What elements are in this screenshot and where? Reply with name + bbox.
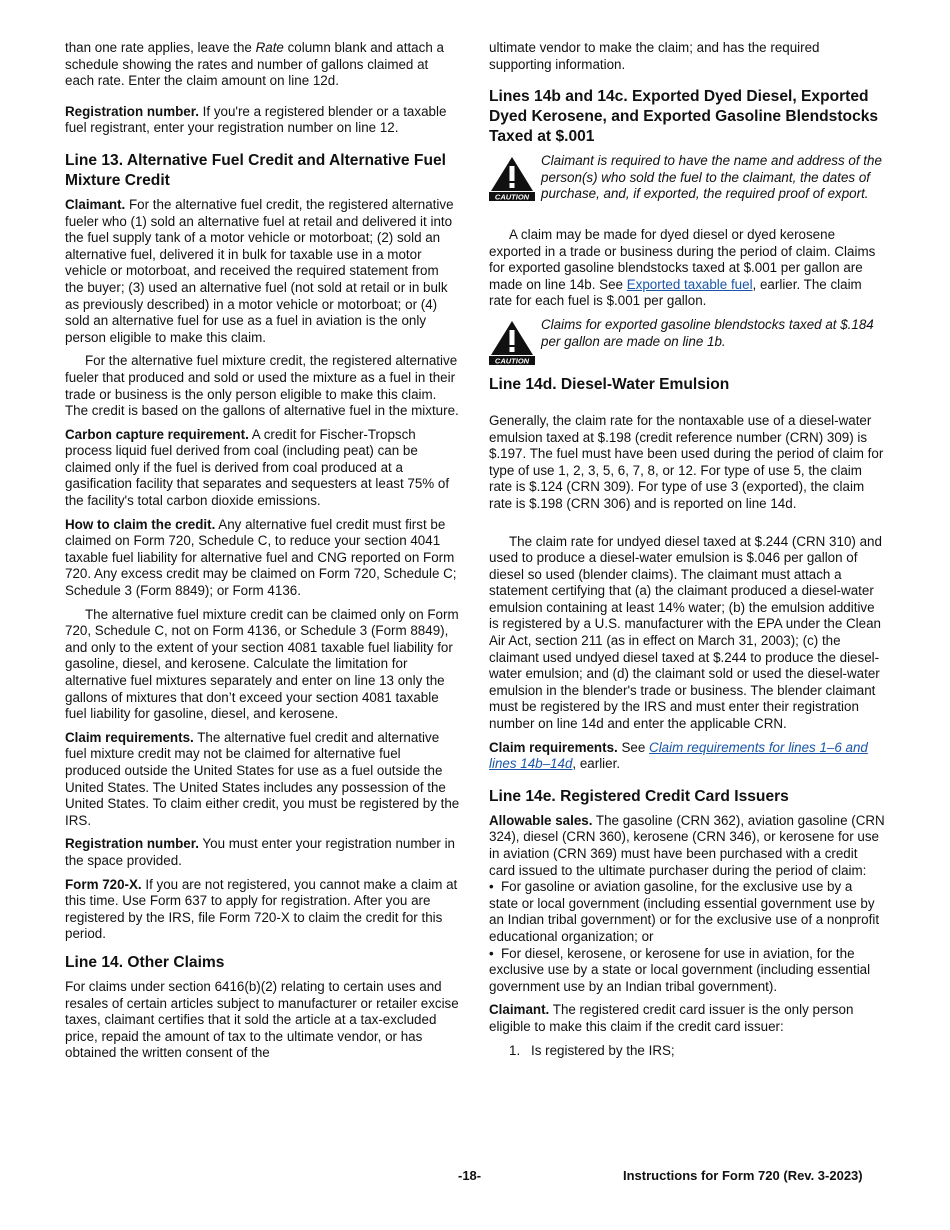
left-column	[65, 40, 460, 1069]
paragraph: Registration number. You must enter your registration number in the space provided.	[65, 836, 455, 868]
paragraph: For the alternative fuel mixture credit, the registered alternative fueler that produced and sold or used the mixture as a fuel in their trade or business is the only person eligible to make this claim. The credit is based on the gallons of alternative fuel in the mixture.	[65, 353, 459, 419]
bullet-item: • For diesel, kerosene, or kerosene for use in aviation, for the exclusive use by a state or local government (including essential government use by an Indian tribal government).	[489, 945, 871, 994]
caution-text: Claimant is required to have the name and address of the person(s) who sold the fuel to the claimant, the dates of purchase, and, if exported, the required proof of export.	[541, 153, 882, 202]
paragraph: Carbon capture requirement. A credit for Fischer-Tropsch process liquid fuel derived from coal (including peat) can be claimed only if the fuel is derived from coal produced at a gasification facility that separates and sequesters at least 75% of the facility's total carbon dioxide emissions.	[65, 426, 450, 509]
paragraph: ultimate vendor to make the claim; and has the required supporting information.	[489, 40, 820, 72]
caution-note	[489, 317, 885, 365]
paragraph: Allowable sales. The gasoline (CRN 362), aviation gasoline (CRN 324), diesel (CRN 360), kerosene (CRN 346), or kerosene for use in aviation (CRN 369) must have been purchased with a credit card issued to the ultimate purchaser during the period of claim:	[489, 812, 885, 878]
document-title: Instructions for Form 720 (Rev. 3-2023)	[623, 1168, 863, 1183]
page-number: -18-	[458, 1168, 482, 1183]
paragraph: How to claim the credit. Any alternative fuel credit must first be claimed on Form 720, Schedule C, to reduce your section 4041 taxable fuel liability for alternative fuel and CNG reported on Form 720. Any excess credit may be claimed on Form 720, Schedule C; Schedule 3 (Form 8849); or Form 4136.	[65, 516, 457, 599]
exported-taxable-fuel-link[interactable]: Exported taxable fuel	[626, 276, 753, 292]
paragraph: Claimant. The registered credit card issuer is the only person eligible to make this claim if the credit card issuer:	[489, 1002, 854, 1034]
section-heading-line-14e: Line 14e. Registered Credit Card Issuers	[489, 787, 789, 805]
paragraph: Form 720-X. If you are not registered, you cannot make a claim at this time. Use Form 637 to apply for registration. After you are registered by the IRS, file Form 720-X to claim the credit for this period.	[65, 876, 458, 942]
svg-text:CAUTION: CAUTION	[494, 356, 530, 365]
bullet-item: • For gasoline or aviation gasoline, for the exclusive use by a state or local government (including essential government use by an Indian tribal government) or for the exclusive use of a nonprofit educational organization; or	[489, 879, 880, 944]
right-column	[489, 40, 885, 1059]
section-heading-line-14d: Line 14d. Diesel-Water Emulsion	[489, 375, 730, 393]
paragraph: The claim rate for undyed diesel taxed at $.244 (CRN 310) and used to produce a diesel-water emulsion is $.046 per gallon of diesel so used (blender claims). The claimant must attach a statement certifying that (a) the claimant produced a diesel-water emulsion containing at least 14% water; (b) the emulsion additive is registered by a U.S. manufacturer with the EPA under the Clean Air Act, section 211 (as in effect on March 31, 2003); (c) the claimant used undyed diesel taxed at $.244 to produce the diesel-water emulsion; and (d) the claimant sold or used the diesel-water emulsion in the blender's trade or business. The blender claimant must be registered by the IRS and must enter their registration number on line 14d and enter the applicable CRN.	[489, 533, 882, 732]
paragraph: Generally, the claim rate for the nontaxable use of a diesel-water emulsion taxed at $.198 (credit reference number (CRN) 309) is $.197. The fuel must have been used during the period of claim for type of use 1, 2, 3, 5, 6, 7, 8, or 12. For type of use 5, the claim rate is $.124 (CRN 309). For type of use 3 (exported), the claim rate is $.198 (CRN 306) and is reported on line 14d.	[489, 412, 884, 511]
paragraph: Claimant. For the alternative fuel credit, the registered alternative fueler who (1) sold an alternative fuel at retail and delivered it into the fuel supply tank of a motor vehicle or motorboat; (2) sold an alternative fuel, delivered it in bulk for taxable use in a motor vehicle or motorboat, and received the required statement from the buyer; (3) used an alternative fuel (not sold at retail or in bulk as previously described) in a motor vehicle or motorboat; or (4) sold an alternative fuel for use as a fuel in aviation is the only person eligible to make this claim.	[65, 196, 454, 345]
numbered-item: 1. Is registered by the IRS;	[509, 1042, 675, 1058]
section-heading-line-13: Line 13. Alternative Fuel Credit and Alternative Fuel Mixture Credit	[65, 151, 446, 189]
paragraph: Claim requirements. The alternative fuel credit and alternative fuel mixture credit may not be claimed for alternative fuel produced outside the United States for use as a fuel outside the United States. The United States includes any possession of the United States. To claim either credit, you must be registered by the IRS.	[65, 729, 460, 828]
caution-text: Claims for exported gasoline blendstocks taxed at $.184 per gallon are made on line 1b.	[541, 316, 874, 349]
section-heading-lines-14b-14c: Lines 14b and 14c. Exported Dyed Diesel, Exported Dyed Kerosene, and Exported Gasoline Blendstocks Taxed at $.001	[489, 88, 879, 146]
caution-note	[489, 153, 885, 203]
paragraph: Claim requirements. See Claim requirements for lines 1–6 and lines 14b–14d, earlier.	[489, 739, 868, 772]
section-heading-line-14: Line 14. Other Claims	[65, 953, 225, 971]
svg-text:CAUTION: CAUTION	[494, 192, 530, 202]
paragraph: A claim may be made for dyed diesel or dyed kerosene exported in a trade or business during the period of claim. Claims for exported gasoline blendstocks taxed at $.001 per gallon are made on line 14b. See Exported taxable fuel, earlier. The claim rate for each fuel is $.001 per gallon.	[489, 226, 876, 309]
claim-requirements-link[interactable]: Claim requirements for lines 1–6 and lines 14b–14d	[489, 739, 868, 772]
paragraph: than one rate applies, leave the Rate column blank and attach a schedule showing the rates and number of gallons claimed at each rate. Enter the claim amount on line 12d.	[65, 40, 444, 89]
paragraph: The alternative fuel mixture credit can be claimed only on Form 720, Schedule C, not on Form 4136, or Schedule 3 (Form 8849), and only to the extent of your section 4081 taxable fuel liability for gasoline, diesel, and kerosene. Calculate the limitation for alternative fuel mixtures separately and enter on line 13 only the gallons of mixtures that don’t exceed your section 4081 taxable fuel liability for gasoline, diesel, and kerosene.	[65, 606, 459, 722]
paragraph: For claims under section 6416(b)(2) relating to certain uses and resales of certain articles subject to manufacturer or retailer excise taxes, claimant certifies that it sold the article at a tax-excluded price, repaid the amount of tax to the ultimate vendor, or has obtained the written consent of the	[65, 978, 459, 1061]
caution-icon	[489, 155, 535, 201]
paragraph: Registration number. If you're a registered blender or a taxable fuel registrant, enter your registration number on line 12.	[65, 103, 447, 136]
caution-icon	[489, 319, 535, 365]
